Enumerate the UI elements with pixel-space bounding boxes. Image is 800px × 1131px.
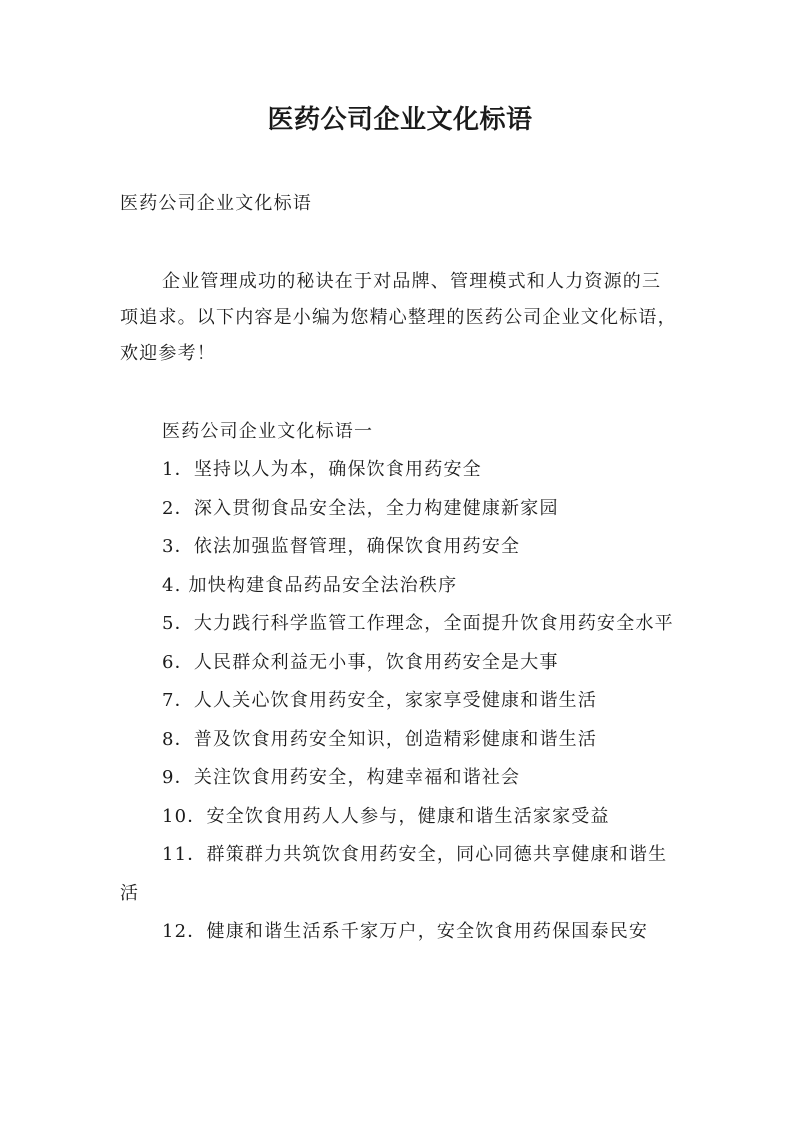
slogan-item: 12．健康和谐生活系千家万户，安全饮食用药保国泰民安 bbox=[162, 921, 649, 942]
slogan-item: 11．群策群力共筑饮食用药安全，同心同德共享健康和谐生活 bbox=[120, 844, 668, 904]
section-heading: 医药公司企业文化标语一 bbox=[162, 421, 374, 442]
slogan-item: 6．人民群众利益无小事，饮食用药安全是大事 bbox=[162, 651, 559, 673]
slogan-item: 4. 加快构建食品药品安全法治秩序 bbox=[162, 574, 458, 596]
slogan-item: 8．普及饮食用药安全知识，创造精彩健康和谐生活 bbox=[162, 728, 598, 750]
slogan-item: 10．安全饮食用药人人参与，健康和谐生活家家受益 bbox=[162, 805, 610, 827]
slogan-item: 2．深入贯彻食品安全法，全力构建健康新家园 bbox=[162, 497, 559, 519]
slogan-item: 9．关注饮食用药安全，构建幸福和谐社会 bbox=[162, 767, 521, 788]
slogan-item: 7．人人关心饮食用药安全，家家享受健康和谐生活 bbox=[162, 690, 598, 711]
slogan-item: 3．依法加强监督管理，确保饮食用药安全 bbox=[162, 536, 521, 557]
slogan-list bbox=[120, 451, 680, 952]
intro-paragraph: 企业管理成功的秘诀在于对品牌、管理模式和人力资源的三项追求。以下内容是小编为您精心整理的医药公司企业文化标语，欢迎参考！ bbox=[120, 271, 677, 364]
slogan-item: 5．大力践行科学监管工作理念，全面提升饮食用药安全水平 bbox=[162, 613, 674, 634]
slogan-item: 1．坚持以人为本，确保饮食用药安全 bbox=[162, 459, 482, 480]
document-subtitle: 医药公司企业文化标语 bbox=[120, 193, 312, 214]
page-title: 医药公司企业文化标语 bbox=[267, 105, 533, 135]
